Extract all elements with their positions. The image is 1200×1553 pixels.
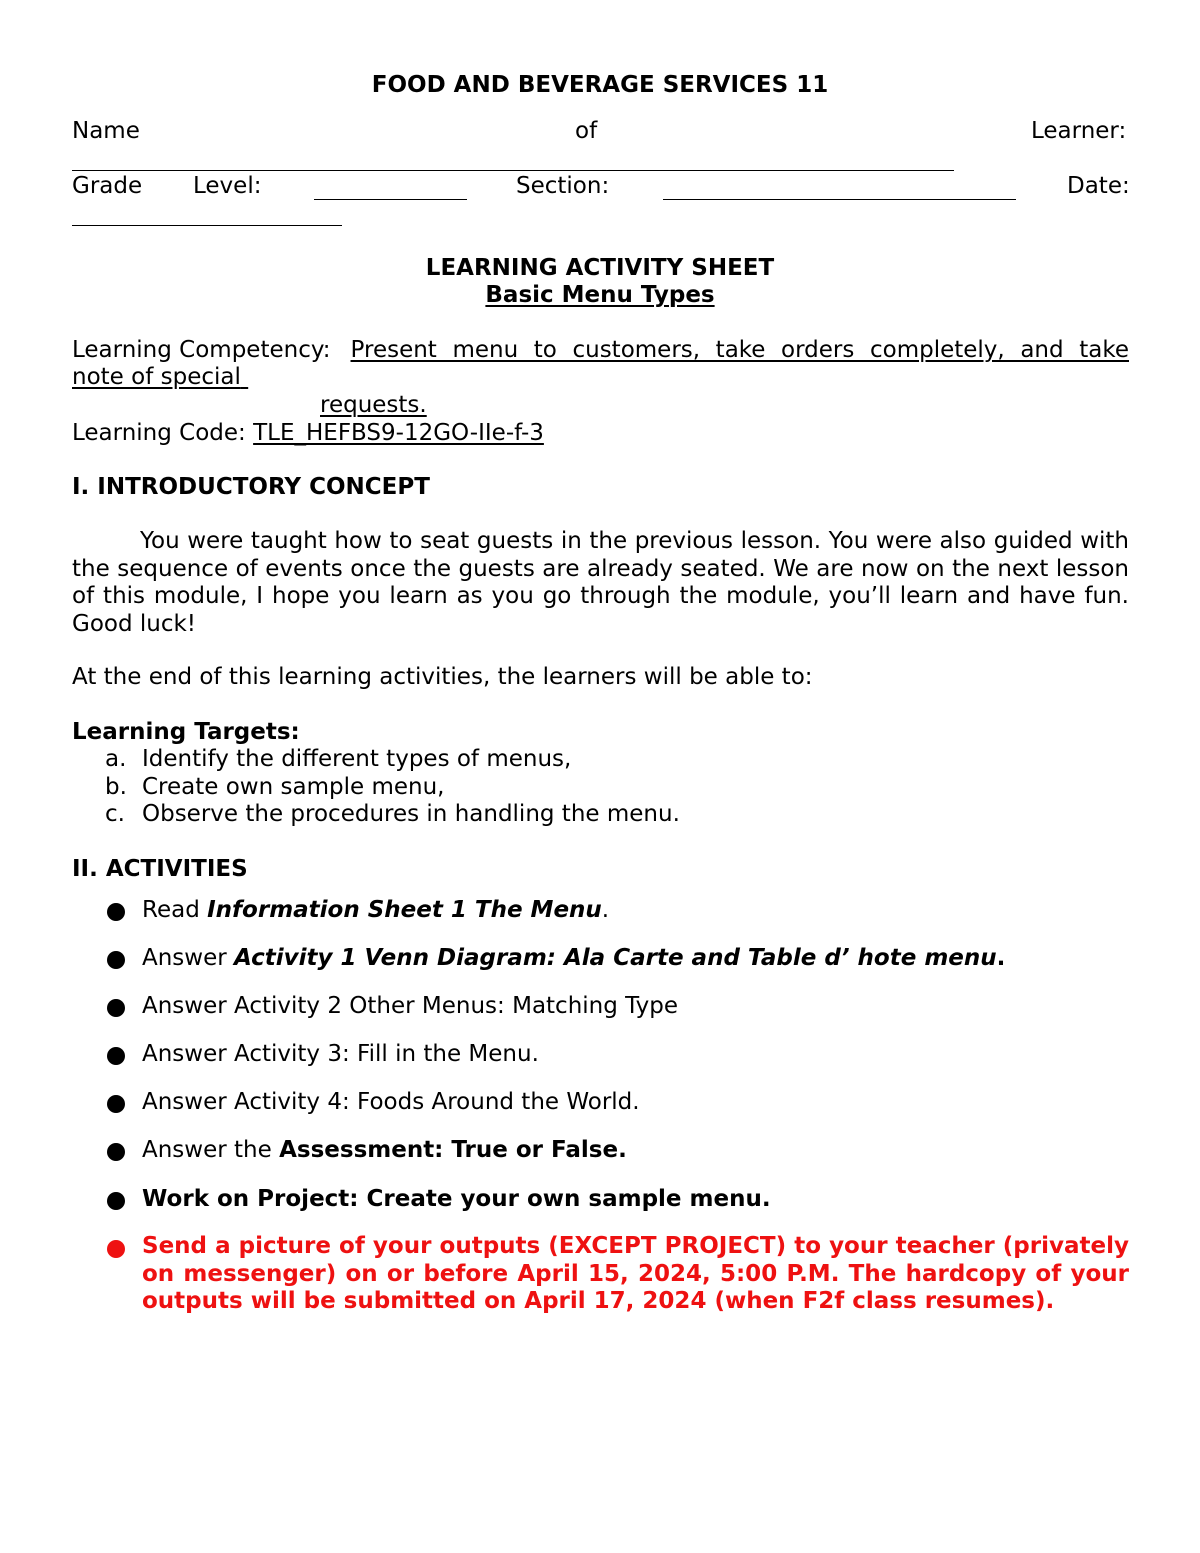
- learning-code-label: Learning Code:: [72, 420, 246, 446]
- competency-line-2: [72, 364, 293, 390]
- targets-heading: Learning Targets:: [72, 719, 300, 745]
- target-item-a: Identify the different types of menus,: [142, 746, 572, 772]
- target-marker-c: c.: [105, 801, 125, 827]
- target-item-b: Create own sample menu,: [142, 774, 445, 800]
- section-label: Section:: [516, 173, 610, 199]
- bullet-icon: [107, 1192, 125, 1210]
- date-blank-line[interactable]: [72, 225, 342, 226]
- sheet-title: LEARNING ACTIVITY SHEET: [425, 255, 775, 281]
- activity-item-2: Answer Activity 1 Venn Diagram: Ala Carte and Table d’ hote menu.: [142, 945, 1006, 971]
- name-label: Name: [72, 118, 140, 144]
- activity-item-5: Answer Activity 4: Foods Around the World.: [142, 1089, 640, 1115]
- target-marker-a: a.: [105, 746, 127, 772]
- level-label: Level:: [193, 173, 262, 199]
- bullet-icon: [107, 999, 125, 1017]
- bullet-icon: [107, 951, 125, 969]
- activity-item-7: Work on Project: Create your own sample menu.: [142, 1186, 771, 1212]
- section-blank-line[interactable]: [663, 199, 1016, 200]
- bullet-icon: [107, 1095, 125, 1113]
- bullet-icon-red: [107, 1240, 125, 1258]
- bullet-icon: [107, 1047, 125, 1065]
- end-statement: At the end of this learning activities, the learners will be able to:: [72, 664, 813, 690]
- grade-level-blank-line[interactable]: [314, 199, 467, 200]
- activity-item-8-deadline: Send a picture of your outputs (EXCEPT PROJECT) to your teacher (privately on messenger) on or before April 15, 2024, 5:00 P.M. The hardcopy of your outputs will be submitted on April 17, 2024 (when F2f class resumes).: [142, 1233, 1129, 1314]
- course-title: FOOD AND BEVERAGE SERVICES 11: [371, 72, 829, 98]
- date-label: Date:: [1067, 173, 1130, 199]
- intro-paragraph: You were taught how to seat guests in the previous lesson. You were also guided with the sequence of events once the guests are already seated. We are now on the next lesson of this module, I hope you learn as you go through the module, you’ll learn and have fun. Good luck!: [72, 528, 1129, 637]
- name-of-label: of: [575, 118, 598, 144]
- bullet-icon: [107, 903, 125, 921]
- competency-label: Learning Competency:: [72, 337, 331, 363]
- name-blank-line[interactable]: [72, 170, 954, 171]
- sheet-subtitle: Basic Menu Types: [485, 282, 715, 308]
- learner-label: Learner:: [1031, 118, 1127, 144]
- learning-code-value: TLE_HEFBS9-12GO-IIe-f-3: [253, 420, 544, 446]
- activities-heading: II. ACTIVITIES: [72, 856, 248, 882]
- competency-text-3: requests.: [320, 392, 427, 418]
- activity-item-6: Answer the Assessment: True or False.: [142, 1137, 627, 1163]
- competency-line-1: [72, 337, 1129, 363]
- activity-item-1: Read Information Sheet 1 The Menu.: [142, 897, 610, 923]
- bullet-icon: [107, 1143, 125, 1161]
- activity-item-3: Answer Activity 2 Other Menus: Matching Type: [142, 993, 678, 1019]
- activity-item-4: Answer Activity 3: Fill in the Menu.: [142, 1041, 539, 1067]
- competency-text-2: note of special: [72, 364, 241, 390]
- competency-text-1: Present menu to customers, take orders completely, and take: [350, 337, 1129, 363]
- intro-heading: I. INTRODUCTORY CONCEPT: [72, 474, 430, 500]
- grade-label: Grade: [72, 173, 143, 199]
- learning-code-line: [72, 420, 544, 446]
- competency-line-3: [320, 392, 427, 418]
- target-marker-b: b.: [105, 774, 127, 800]
- target-item-c: Observe the procedures in handling the menu.: [142, 801, 680, 827]
